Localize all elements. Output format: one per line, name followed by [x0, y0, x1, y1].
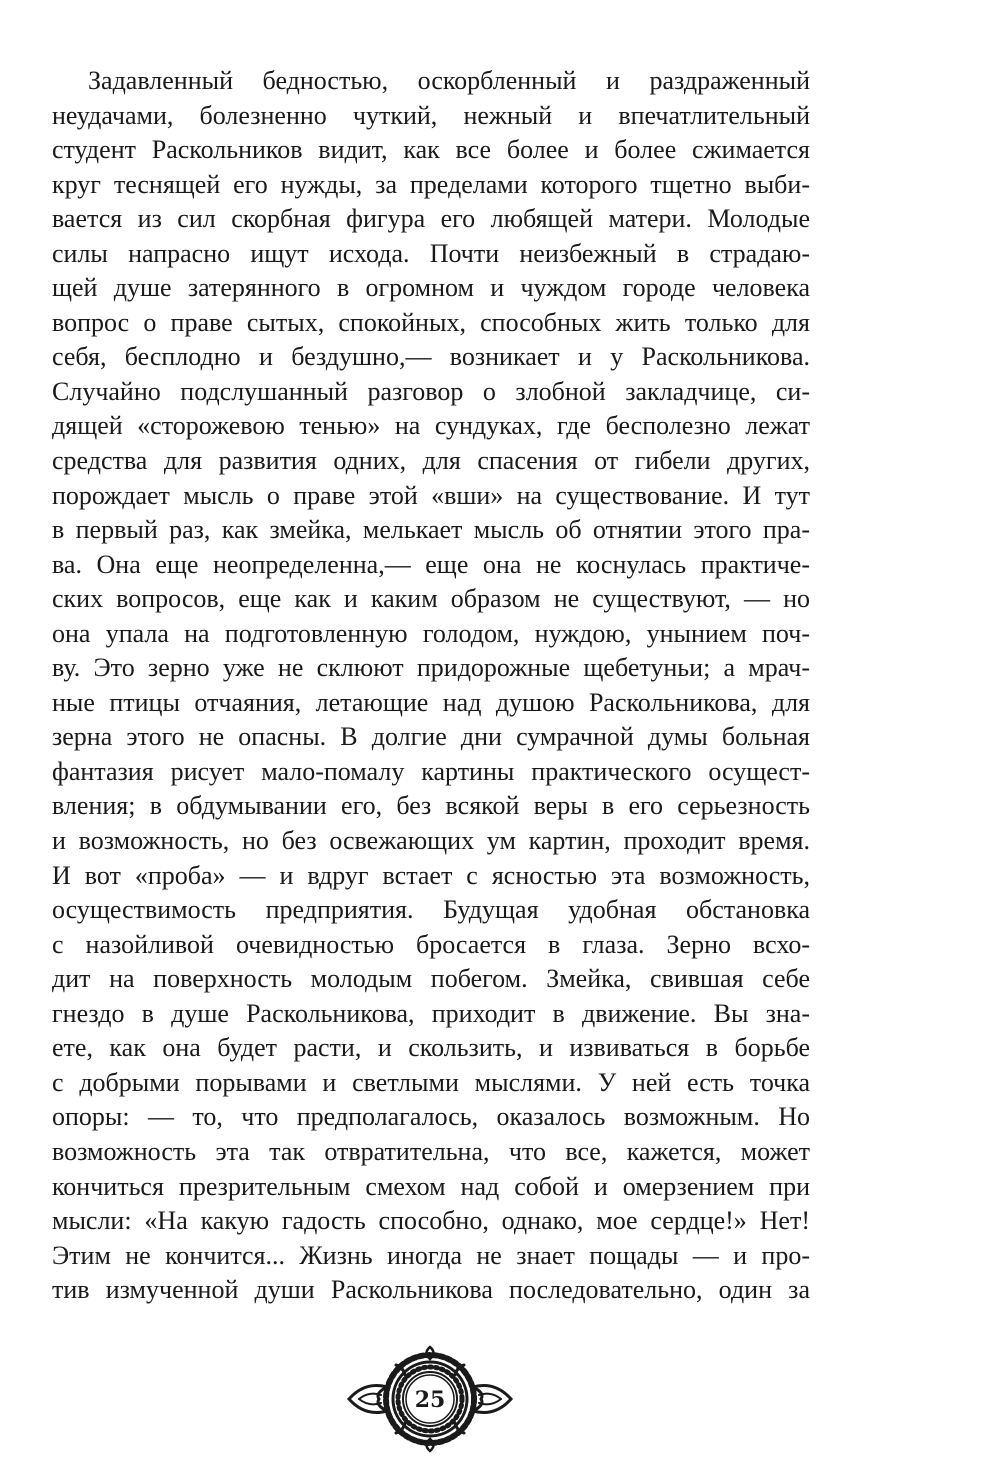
text-line: себя, бесплодно и бездушно,— возникает и у Раскольникова.	[52, 342, 810, 372]
text-line: ные птицы отчаяния, летающие над душою Раскольникова, для	[52, 687, 810, 717]
text-line: ете, как она будет расти, и скользить, и извиваться в борьбе	[52, 1033, 810, 1063]
text-line: с назойливой очевидностью бросается в глаза. Зерно всхо-	[52, 929, 810, 959]
page-folio	[345, 1345, 515, 1453]
text-line: осуществимость предприятия. Будущая удобная обстановка	[52, 895, 810, 925]
text-line: студент Раскольников видит, как все более и более сжимается	[52, 135, 810, 165]
text-line: гнездо в душе Раскольникова, приходит в движение. Вы зна-	[52, 998, 810, 1028]
text-line: кончиться презрительным смехом над собой и омерзением при	[52, 1171, 810, 1201]
text-line: и возможность, но без освежающих ум картин, проходит время.	[52, 826, 810, 856]
text-line: зерна этого не опасны. В долгие дни сумрачной думы больная	[52, 722, 810, 752]
text-line: Случайно подслушанный разговор о злобной закладчице, си-	[52, 376, 810, 406]
text-line: порождает мысль о праве этой «вши» на существование. И тут	[52, 480, 810, 510]
text-line: ва. Она еще неопределенна,— еще она не коснулась практиче-	[52, 549, 810, 579]
text-line: силы напрасно ищут исхода. Почти неизбежный в страдаю-	[52, 238, 810, 268]
text-line: в первый раз, как змейка, мелькает мысль об отнятии этого пра-	[52, 515, 810, 545]
text-line: дящей «сторожевою тенью» на сундуках, где бесполезно лежат	[52, 411, 810, 441]
text-line: фантазия рисует мало-помалу картины практического осущест-	[52, 756, 810, 786]
text-line: она упала на подготовленную голодом, нуждою, унынием поч-	[52, 618, 810, 648]
text-line: вления; в обдумывании его, без всякой веры в его серьезность	[52, 791, 810, 821]
text-line: тив измученной души Раскольникова последовательно, один за	[52, 1275, 810, 1305]
text-line: возможность эта так отвратительна, что все, кажется, может	[52, 1136, 810, 1166]
text-line: щей душе затерянного в огромном и чуждом городе человека	[52, 273, 810, 303]
text-line: мысли: «На какую гадость способно, однако, мое сердце!» Нет!	[52, 1206, 810, 1236]
text-line: круг теснящей его нужды, за пределами которого тщетно выби-	[52, 169, 810, 199]
ornamental-medallion-icon	[345, 1345, 515, 1453]
page-number: 25	[414, 1387, 446, 1413]
text-line: вается из сил скорбная фигура его любящей матери. Молодые	[52, 204, 810, 234]
text-line: ву. Это зерно уже не склюют придорожные щебетуньи; а мрач-	[52, 653, 810, 683]
text-line: Задавленный бедностью, оскорбленный и раздраженный	[88, 66, 810, 95]
body-text	[52, 64, 810, 1308]
text-line: с добрыми порывами и светлыми мыслями. У ней есть точка	[52, 1067, 810, 1097]
text-line: ских вопросов, еще как и каким образом не существуют, — но	[52, 584, 810, 614]
text-line: И вот «проба» — и вдруг встает с ясностью эта возможность,	[52, 860, 810, 890]
text-line: дит на поверхность молодым побегом. Змейка, свившая себе	[52, 964, 810, 994]
text-line: Этим не кончится... Жизнь иногда не знает пощады — и про-	[52, 1240, 810, 1270]
text-line: опоры: — то, что предполагалось, оказалось возможным. Но	[52, 1102, 810, 1132]
text-line: средства для развития одних, для спасения от гибели других,	[52, 446, 810, 476]
text-line: вопрос о праве сытых, спокойных, способных жить только для	[52, 307, 810, 337]
text-line: неудачами, болезненно чуткий, нежный и впечатлительный	[52, 100, 810, 130]
